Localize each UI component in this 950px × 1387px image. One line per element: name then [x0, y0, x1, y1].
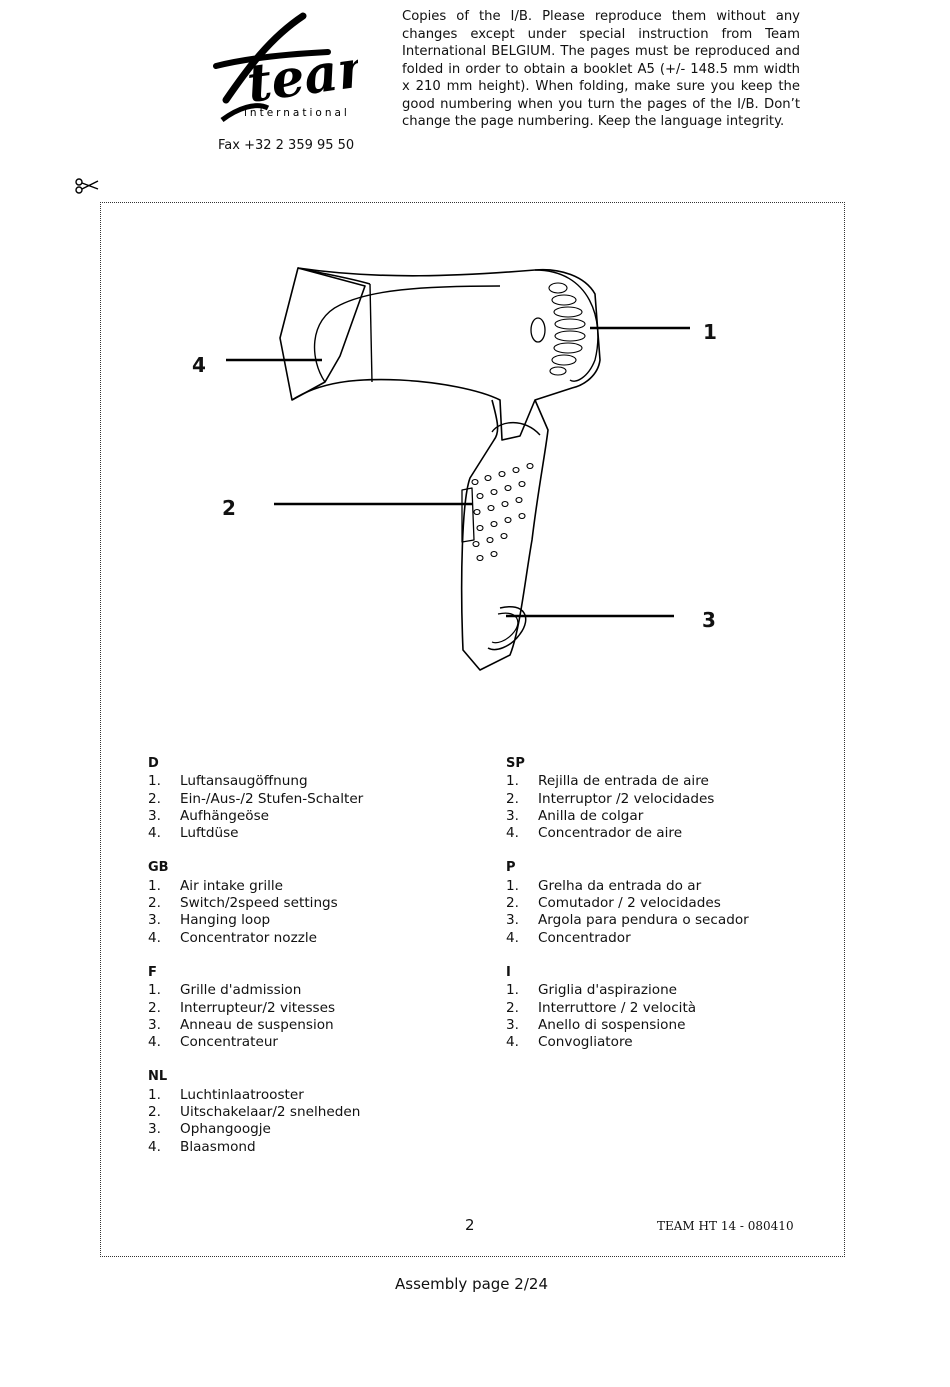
- legend-item: [506, 912, 836, 929]
- legend-item-text: Anneau de suspension: [180, 1016, 334, 1033]
- legend-item: [506, 791, 836, 808]
- language-block-f: [148, 964, 478, 1051]
- legend-item: [506, 825, 836, 842]
- legend-right-column: [506, 755, 836, 1068]
- legend-item-text: Argola para pendura o secador: [538, 912, 749, 929]
- assembly-page-label: Assembly page 2/24: [395, 1275, 548, 1293]
- language-heading: P: [506, 860, 516, 876]
- air-intake-grille: [549, 283, 585, 375]
- legend-item-number: 4.: [506, 825, 519, 842]
- page-number: 2: [465, 1216, 475, 1234]
- legend-item-number: 2.: [148, 895, 161, 912]
- language-block-gb: [148, 859, 478, 946]
- language-heading: SP: [506, 756, 525, 771]
- legend-item: [148, 1087, 478, 1104]
- legend-item-number: 3.: [148, 912, 161, 929]
- legend-item: [148, 825, 478, 842]
- callout-4: 4: [192, 353, 206, 377]
- legend-item: [148, 1034, 478, 1051]
- legend-item-number: 4.: [148, 1138, 161, 1155]
- legend-item-number: 2.: [148, 1104, 161, 1121]
- legend-item: [148, 1139, 478, 1156]
- legend-item: [506, 895, 836, 912]
- legend-item-number: 1.: [148, 773, 161, 790]
- legend-item-text: Interruptor /2 velocidades: [538, 790, 715, 807]
- language-heading: NL: [148, 1069, 168, 1085]
- legend-item-number: 4.: [506, 1034, 519, 1051]
- legend-item: [148, 912, 478, 929]
- legend-item: [506, 1034, 836, 1051]
- legend-item-number: 2.: [148, 999, 161, 1016]
- legend-item: [506, 773, 836, 790]
- legend-item-text: Convogliatore: [538, 1034, 633, 1051]
- legend-item: [148, 895, 478, 912]
- legend-item-text: Interrupteur/2 vitesses: [180, 999, 336, 1016]
- legend-item-text: Aufhängeöse: [180, 807, 270, 824]
- legend-item-number: 1.: [148, 1086, 161, 1103]
- scissors-icon: [74, 176, 102, 196]
- legend-item-text: Luchtinlaatrooster: [180, 1086, 304, 1103]
- legend-item-text: Concentrador de aire: [538, 825, 683, 842]
- legend-item-text: Ein-/Aus-/2 Stufen-Schalter: [180, 790, 364, 807]
- logo-word: team: [243, 34, 358, 115]
- legend-item: [148, 773, 478, 790]
- legend-item-number: 1.: [506, 773, 519, 790]
- legend-item: [506, 982, 836, 999]
- legend-item-number: 1.: [506, 877, 519, 894]
- legend-item-number: 1.: [148, 877, 161, 894]
- legend-item-number: 3.: [506, 807, 519, 824]
- legend-item-text: Griglia d'aspirazione: [538, 982, 678, 999]
- legend-item: [506, 878, 836, 895]
- language-heading: F: [148, 964, 157, 980]
- legend-item: [148, 1000, 478, 1017]
- legend-item-number: 4.: [506, 929, 519, 946]
- legend-item-number: 4.: [148, 825, 161, 842]
- legend-item-text: Hanging loop: [180, 912, 271, 929]
- legend-item-text: Concentrator nozzle: [180, 929, 318, 946]
- legend-item-text: Anello di sospensione: [538, 1016, 686, 1033]
- legend-left-column: [148, 755, 478, 1173]
- legend-item-text: Rejilla de entrada de aire: [538, 773, 709, 790]
- language-block-sp: [506, 755, 836, 842]
- legend-item-text: Blaasmond: [180, 1138, 256, 1155]
- fax-number: Fax +32 2 359 95 50: [218, 138, 355, 153]
- callout-2: 2: [222, 496, 236, 520]
- legend-item-number: 4.: [148, 1034, 161, 1051]
- reproduction-notice: Copies of the I/B. Please reproduce them without any changes except under special instruction from Team International BELGIUM. The pages must be reproduced and folded in order to obtain a booklet A5 (+/- 148.5 mm width x 210 mm height). When folding, make sure you keep the good numbering when you turn the pages of the I/B. Don’t change the page numbering. Keep the language integrity.: [402, 9, 800, 129]
- language-heading: I: [506, 964, 511, 980]
- legend-item-text: Interruttore / 2 velocità: [538, 999, 697, 1016]
- legend-item: [148, 808, 478, 825]
- legend-item: [506, 808, 836, 825]
- language-heading: D: [148, 756, 159, 771]
- legend-item-number: 3.: [148, 807, 161, 824]
- language-block-p: [506, 859, 836, 946]
- language-block-d: [148, 755, 478, 842]
- legend-item-text: Grelha da entrada do ar: [538, 877, 702, 894]
- legend-item-text: Ophangoogje: [180, 1121, 271, 1138]
- legend-item-number: 3.: [506, 1016, 519, 1033]
- legend-item: [148, 1121, 478, 1138]
- legend-item: [148, 982, 478, 999]
- language-heading: GB: [148, 860, 169, 876]
- legend-item-number: 2.: [506, 895, 519, 912]
- legend-item-number: 3.: [148, 1016, 161, 1033]
- legend-item-number: 1.: [506, 982, 519, 999]
- legend-item: [506, 930, 836, 947]
- hair-dryer-diagram: [180, 250, 740, 690]
- legend-item-text: Grille d'admission: [180, 982, 302, 999]
- legend-item: [506, 1000, 836, 1017]
- legend-item-number: 2.: [148, 790, 161, 807]
- legend-item-text: Uitschakelaar/2 snelheden: [180, 1104, 361, 1121]
- language-block-i: [506, 964, 836, 1051]
- legend-item: [148, 791, 478, 808]
- language-block-nl: [148, 1068, 478, 1155]
- legend-item-text: Concentrador: [538, 929, 631, 946]
- legend-item-text: Switch/2speed settings: [180, 895, 338, 912]
- legend-item-number: 3.: [506, 912, 519, 929]
- legend-item-number: 2.: [506, 790, 519, 807]
- legend-item-text: Anilla de colgar: [538, 807, 644, 824]
- team-international-logo: [208, 8, 358, 130]
- dryer-handle: [462, 400, 548, 670]
- logo-subtitle: international: [244, 107, 350, 119]
- legend-item-text: Luftdüse: [180, 825, 239, 842]
- legend-item-text: Concentrateur: [180, 1034, 279, 1051]
- legend-item-number: 4.: [148, 929, 161, 946]
- callout-3: 3: [702, 608, 716, 632]
- legend-item: [148, 1104, 478, 1121]
- legend-item-text: Comutador / 2 velocidades: [538, 895, 721, 912]
- callout-1: 1: [703, 320, 717, 344]
- legend-item-number: 3.: [148, 1121, 161, 1138]
- legend-item-number: 2.: [506, 999, 519, 1016]
- legend-item-number: 1.: [148, 982, 161, 999]
- legend-item: [148, 878, 478, 895]
- legend-item: [506, 1017, 836, 1034]
- legend-item: [148, 930, 478, 947]
- legend-item-text: Luftansaugöffnung: [180, 773, 308, 790]
- legend-item-text: Air intake grille: [180, 877, 284, 894]
- document-code: TEAM HT 14 - 080410: [657, 1219, 794, 1233]
- dryer-body: [292, 268, 600, 440]
- legend-item: [148, 1017, 478, 1034]
